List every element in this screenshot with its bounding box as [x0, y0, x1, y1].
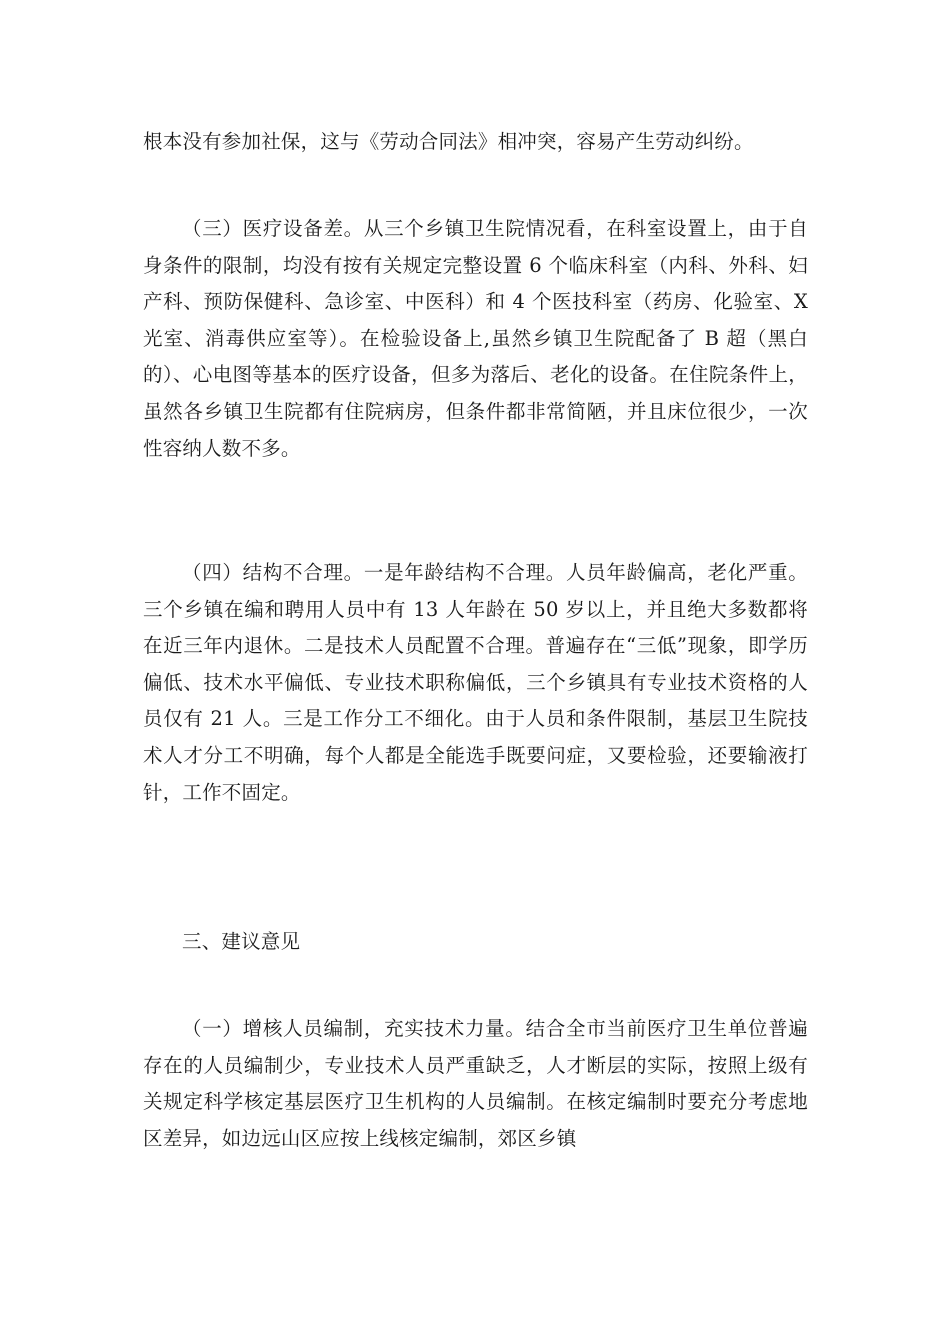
- paragraph-social-insurance-tail: [143, 124, 808, 161]
- paragraph-text: （四）结构不合理。一是年龄结构不合理。人员年龄偏高，老化严重。三个乡镇在编和聘用人员中有 13 人年龄在 50 岁以上，并且绝大多数都将在近三年内退休。二是技术人员配置不合理。普遍存在“三低”现象，即学历偏低、技术水平偏低、专业技术职称偏低，三个乡镇具有专业技术资格的人员仅有 21 人。三是工作分工不细化。由于人员和条件限制，基层卫生院技术人才分工不明确，每个人都是全能选手既要问症，又要检验，还要输液打针，工作不固定。: [143, 561, 808, 804]
- paragraph-text: （三）医疗设备差。从三个乡镇卫生院情况看，在科室设置上，由于自身条件的限制，均没有按有关规定完整设置 6 个临床科室（内科、外科、妇产科、预防保健科、急诊室、中医科）和 4 个医技科室（药房、化验室、X 光室、消毒供应室等）。在检验设备上,虽然乡镇卫生院配备了 B 超（黑白的）、心电图等基本的医疗设备，但多为落后、老化的设备。在住院条件上，虽然各乡镇卫生院都有住院病房，但条件都非常简陋，并且床位很少，一次性容纳人数不多。: [143, 217, 808, 460]
- section-heading-suggestions: [143, 924, 808, 961]
- paragraph-text: （一）增核人员编制，充实技术力量。结合全市当前医疗卫生单位普遍存在的人员编制少，专业技术人员严重缺乏，人才断层的实际，按照上级有关规定科学核定基层医疗卫生机构的人员编制。在核定编制时要充分考虑地区差异，如边远山区应按上线核定编制，郊区乡镇: [143, 1017, 808, 1150]
- paragraph-structure: [143, 555, 808, 811]
- paragraph-staffing: [143, 1011, 808, 1157]
- section-heading-text: 三、建议意见: [182, 930, 301, 953]
- paragraph-text: 根本没有参加社保，这与《劳动合同法》相冲突，容易产生劳动纠纷。: [143, 130, 754, 153]
- paragraph-medical-equipment: [143, 211, 808, 467]
